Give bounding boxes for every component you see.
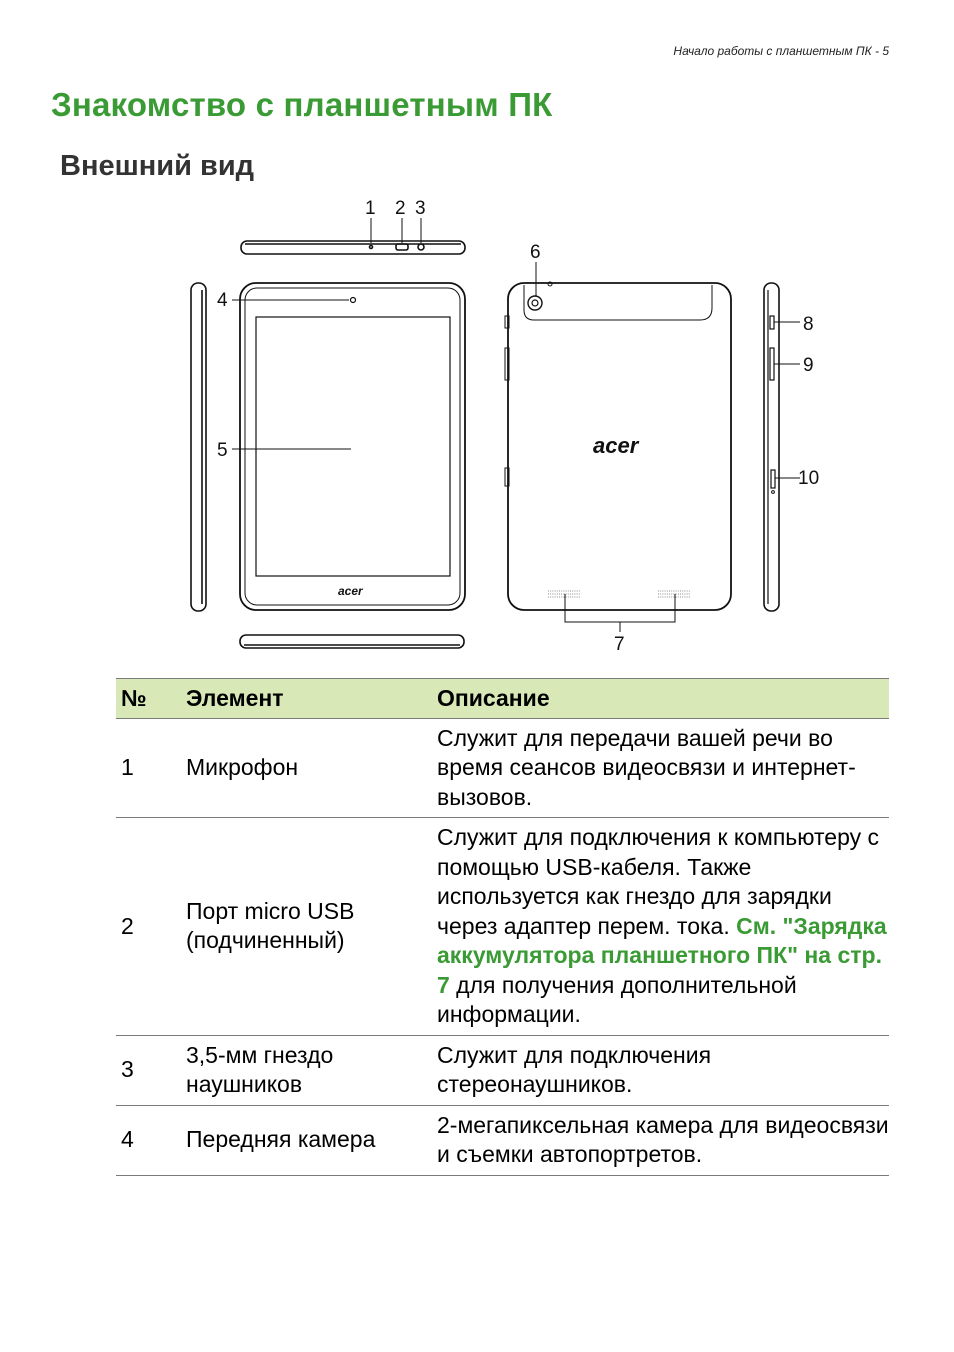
- table-row: [116, 1105, 889, 1175]
- tablet-diagram: [0, 190, 954, 660]
- components-table: [116, 678, 889, 1176]
- speaker-grille-left: [548, 591, 580, 597]
- right-side-view: [764, 283, 800, 611]
- speaker-grille-right: [658, 591, 690, 597]
- row-description: Служит для подключения стереонаушников.: [432, 1035, 889, 1105]
- bottom-edge-view: [240, 635, 464, 648]
- table-row: [116, 818, 889, 1036]
- header-num: №: [116, 679, 181, 719]
- callout-4: 4: [217, 290, 228, 311]
- callout-1: 1: [365, 198, 376, 219]
- micro-usb-port: [396, 244, 408, 250]
- row-num: 2: [116, 818, 181, 1036]
- power-button: [770, 316, 774, 329]
- table-row: [116, 1035, 889, 1105]
- description-text: Служит для подключения к компьютеру с помощью USB-кабеля. Также используется как гнездо для зарядки через адаптер перем. тока.: [437, 824, 879, 939]
- top-edge-view: [241, 241, 465, 254]
- row-description: Служит для передачи вашей речи во время сеансов видеосвязи и интернет-вызовов.: [432, 718, 889, 818]
- table-header-row: [116, 679, 889, 719]
- front-view: [232, 283, 465, 610]
- rear-camera: [528, 296, 542, 310]
- row-description: [432, 818, 889, 1036]
- row-description: 2-мегапиксельная камера для видеосвязи и съемки автопортретов.: [432, 1105, 889, 1175]
- callout-6: 6: [530, 242, 541, 263]
- section-title: Внешний вид: [60, 150, 255, 182]
- front-screen: [256, 317, 450, 576]
- front-camera: [351, 298, 356, 303]
- row-num: 3: [116, 1035, 181, 1105]
- chapter-title: Знакомство с планшетным ПК: [51, 86, 553, 123]
- callout-8: 8: [803, 314, 814, 335]
- callout-2: 2: [395, 198, 406, 219]
- volume-buttons: [770, 348, 774, 380]
- header-description: Описание: [432, 679, 889, 719]
- row-element: Передняя камера: [181, 1105, 432, 1175]
- headphone-jack: [418, 244, 424, 250]
- callout-3: 3: [415, 198, 426, 219]
- microsd-slot: [771, 470, 775, 488]
- header-element: Элемент: [181, 679, 432, 719]
- row-element: Микрофон: [181, 718, 432, 818]
- table-row: [116, 718, 889, 818]
- microphone-hole: [370, 246, 373, 249]
- running-header: Начало работы с планшетным ПК - 5: [673, 44, 889, 58]
- callout-7: 7: [614, 634, 625, 655]
- description-text: для получения дополнительной информации.: [437, 971, 797, 1027]
- row-num: 1: [116, 718, 181, 818]
- callout-5: 5: [217, 440, 228, 461]
- charging-reference-link[interactable]: См. "Зарядка аккумулятора планшетного ПК" на стр. 7: [437, 912, 887, 998]
- left-side-view: [191, 283, 206, 611]
- back-acer-logo: acer: [593, 433, 639, 458]
- callout-9: 9: [803, 355, 814, 376]
- row-element: Порт micro USB (подчиненный): [181, 818, 432, 1036]
- row-num: 4: [116, 1105, 181, 1175]
- front-acer-logo: acer: [338, 584, 363, 598]
- callout-10: 10: [798, 468, 820, 489]
- row-element: 3,5-мм гнездо наушников: [181, 1035, 432, 1105]
